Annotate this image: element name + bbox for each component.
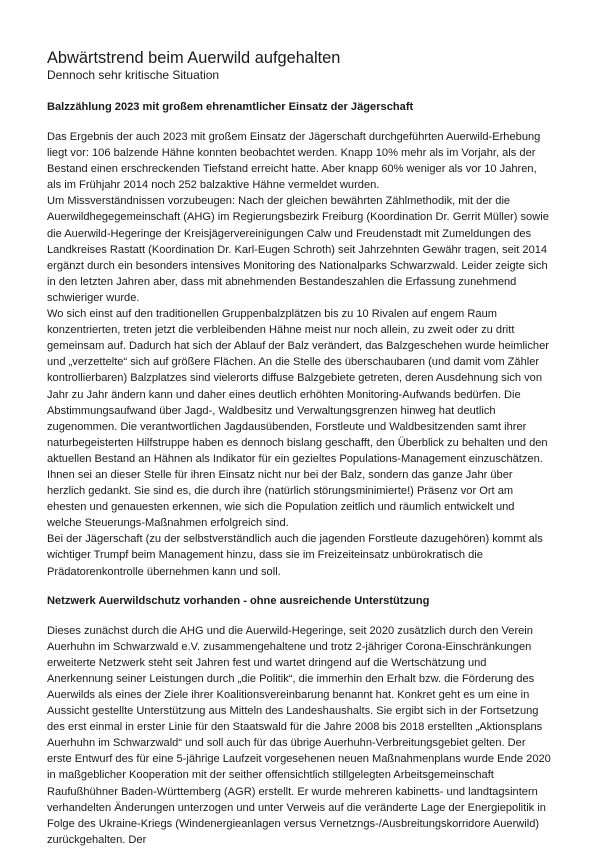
document-subtitle: Dennoch sehr kritische Situation xyxy=(47,68,220,82)
section-netzwerk xyxy=(47,594,551,848)
section-heading: Balzzählung 2023 mit großem ehrenamtlicher Einsatz der Jägerschaft xyxy=(47,101,414,113)
section-spacer xyxy=(47,580,551,594)
section-balzzaehlung xyxy=(47,100,551,580)
body-paragraph: Um Missverständnissen vorzubeugen: Nach der gleichen bewährten Zählmethodik, mit der die Auerwildhegegemeinschaft (AHG) im Regierungsbezirk Freiburg (Koordination Dr. Gerrit Müller) sowie die Auerwild-Hegeringe der Kreisjägervereinigungen Calw und Freudenstadt mit Zumeldungen des Landkreises Rastatt (Koordination Dr. Karl-Eugen Schroth) seit Jahrzehnten Gewähr tragen, seit 2014 ergänzt durch ein besonders intensives Monitoring des Nationalparks Schwarzwald. Leider zeigte sich in den letzten Jahren aber, dass mit abnehmenden Bestandeszahlen die Erfassung zunehmend schwieriger wurde. xyxy=(47,195,549,304)
body-paragraph: Dieses zunächst durch die AHG und die Auerwild-Hegeringe, seit 2020 zusätzlich durch den Verein Auerhuhn im Schwarzwald e.V. zusammengehaltene und trotz 2-jähriger Corona-Einschränkungen erweiterte Netzwerk steht seit Jahren fest und wartet dringend auf die Wertschätzung und Anerkennung seiner Leistungen durch „die Politik“, die immerhin den Erhalt bzw. die Förderung des Auerwilds als eines der Ziele ihrer Koalitionsvereinbarung benannt hat. Konkret geht es um eine in Aussicht gestellte Unterstützung aus Mitteln des Landeshaushalts. Sie ergibt sich in der Fortsetzung des erst einmal in erster Linie für den Staatswald für die Jahre 2008 bis 2018 erstellten „Aktionsplans Auerhuhn im Schwarzwald“ und soll auch für das übrige Auerhuhn-Verbreitungsgebiet gelten. Der erste Entwurf des für eine 5-jährige Laufzeit vorgesehenen neuen Maßnahmenplans wurde Ende 2020 in maßgeblicher Kooperation mit der seither offensichtlich stillgelegten Arbeitsgemeinschaft Raufußhühner Baden-Württemberg (AGR) erstellt. Er wurde mehreren kabinetts- und landtagsintern verhandelten Änderungen unterzogen und unter Verweis auf die veränderte Lage der Energiepolitik in Folge des Ukraine-Kriegs (Windenergieanlagen versus Vernetzngs-/Ausbreitungskorridore Auerwild) zurückgehalten. Der xyxy=(47,624,551,846)
body-paragraph: Bei der Jägerschaft (zu der selbstverständlich auch die jagenden Forstleute dazugehören) kommt als wichtiger Trumpf beim Management hinzu, dass sie im Freizeiteinsatz unbürokratisch die Prädatorenkontrolle übernehmen kann und soll. xyxy=(47,533,543,578)
document-title: Abwärtstrend beim Auerwild aufgehalten xyxy=(47,49,341,67)
section-heading: Netzwerk Auerwildschutz vorhanden - ohne ausreichende Unterstützung xyxy=(47,594,430,607)
body-paragraph: Wo sich einst auf den traditionellen Gruppenbalzplätzen bis zu 10 Rivalen auf engem Raum konzentrierten, treten jetzt die verbleibenden Hähne meist nur noch allein, zu zweit oder zu dritt gemeinsam auf. Dadurch hat sich der Ablauf der Balz verändert, das Balzgeschehen wurde heimlicher und „verzettelte“ sich auf größere Flächen. An die Stelle des überschaubaren (und damit vom Zähler kontrollierbaren) Balzplatzes sind vielerorts diffuse Balzgebiete getreten, deren Ausdehnung sich von Jahr zu Jahr ändern kann und daher eines deutlich erhöhten Monitoring-Aufwands bedürfen. Die Abstimmungsaufwand über Jagd-, Waldbesitz und Verwaltungsgrenzen hinweg hat deutlich zugenommen. Die verantwortlichen Jagdausübenden, Forstleute und Waldbesitzenden samt ihrer naturbegeisterten Hilfstruppe haben es dennoch bislang geschafft, den Überblick zu behalten und den aktuellen Bestand an Hähnen als Indikator für ein gezieltes Populations-Management einzuschätzen. Ihnen sei an dieser Stelle für ihren Einsatz nicht nur bei der Balz, sondern das ganze Jahr über herzlich gedankt. Sie sind es, die durch ihre (natürlich störungsminimierte!) Präsenz vor Ort am ehesten und genauesten erkennen, wie sich die Population zeitlich und räumlich entwickelt und welche Steuerungs-Maßnahmen erfolgreich sind. xyxy=(47,308,549,530)
body-paragraph: Das Ergebnis der auch 2023 mit großem Einsatz der Jägerschaft durchgeführten Auerwild-Erhebung liegt vor: 106 balzende Hähne konnten beobachtet werden. Knapp 10% mehr als im Vorjahr, als der Bestand einen erschreckenden Tiefstand erreicht hatte. Aber knapp 60% weniger als vor 10 Jahren, als im Frühjahr 2014 noch 252 balzaktive Hähne vermeldet wurden. xyxy=(47,131,541,192)
